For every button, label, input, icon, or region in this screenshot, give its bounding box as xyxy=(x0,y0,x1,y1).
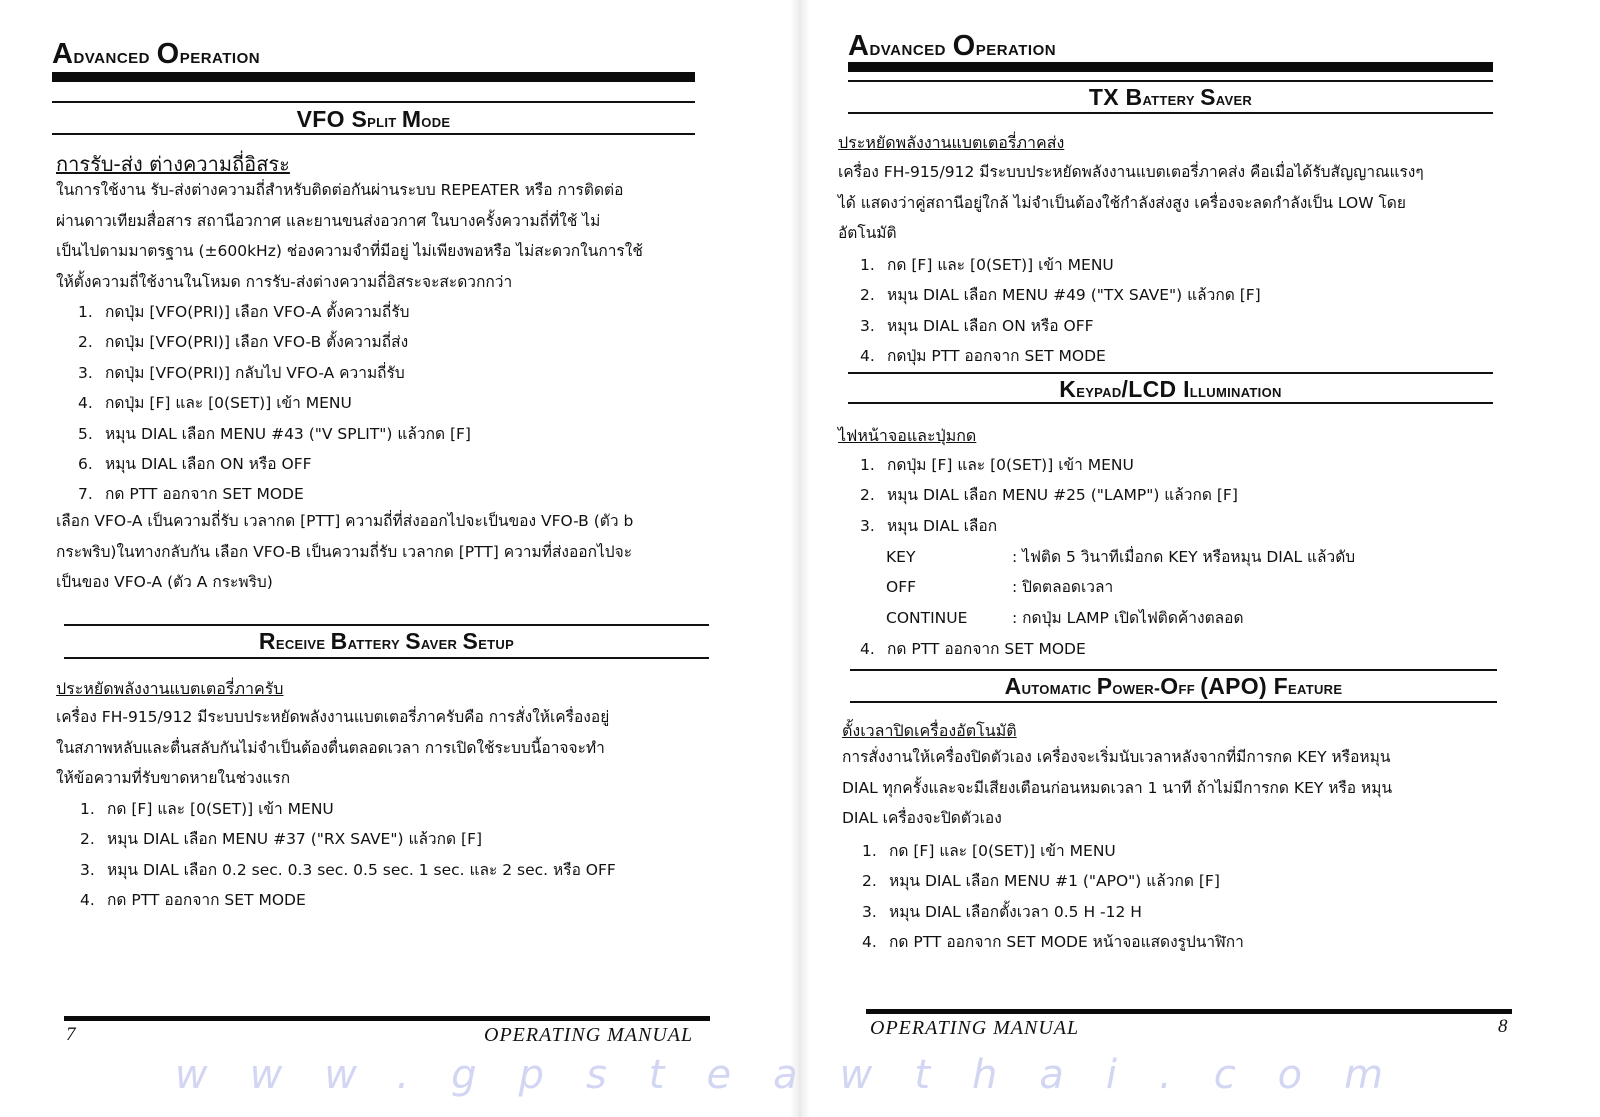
section-rule-bottom xyxy=(848,112,1493,114)
page-number: 8 xyxy=(1498,1016,1508,1037)
book-spine xyxy=(790,0,810,1117)
page-heading: Advanced Operation xyxy=(848,30,1057,62)
section-rule-top xyxy=(848,80,1493,82)
list-item: 4. กด PTT ออกจาก SET MODE หน้าจอแสดงรูปนาฬิกา xyxy=(862,933,1244,952)
section-rule-bottom xyxy=(848,402,1493,404)
footer-bar xyxy=(866,1009,1512,1014)
list-item: 4. กดปุ่ม [F] และ [0(SET)] เข้า MENU xyxy=(78,394,352,413)
section-title-tx-saver: TX Battery Saver xyxy=(1088,84,1253,110)
list-item: 1. กดปุ่ม [VFO(PRI)] เลือก VFO-A ตั้งความถี่รับ xyxy=(78,303,410,321)
step-list-lamp-final xyxy=(860,634,1086,664)
page-heading: Advanced Operation xyxy=(52,38,261,70)
section-rule-top xyxy=(850,669,1497,671)
section-title-vfo-split: VFO Split Mode xyxy=(296,106,451,132)
heading-bar xyxy=(848,62,1493,72)
subheading-rx-saver: ประหยัดพลังงานแบตเตอรี่ภาครับ xyxy=(56,679,284,698)
footer-manual-title: OPERATING MANUAL xyxy=(484,1024,694,1046)
list-item: 2. หมุน DIAL เลือก MENU #49 ("TX SAVE") แล้วกด [F] xyxy=(860,286,1261,305)
footer-manual-title: OPERATING MANUAL xyxy=(870,1017,1080,1039)
step-list-vfo-split xyxy=(78,297,471,510)
paragraph-apo-intro: การสั่งงานให้เครื่องปิดตัวเอง เครื่องจะเริ่มนับเวลาหลังจากที่มีการกด KEY หรือหมุน DIAL ทุกครั้งและจะมีเสียงเตือนก่อนหมดเวลา 1 นาที ถ้าไม่มีการกด KEY หรือ หมุน DIAL เครื่องจะปิดตัวเอง xyxy=(842,748,1393,827)
section-rule-bottom xyxy=(850,701,1497,703)
lamp-options xyxy=(886,542,1355,633)
watermark-text: www.gpsteawthai.com xyxy=(174,1052,1426,1098)
option-row: CONTINUE : กดปุ่ม LAMP เปิดไฟติดค้างตลอด xyxy=(886,608,1244,627)
list-item: 5. หมุน DIAL เลือก MENU #43 ("V SPLIT") แล้วกด [F] xyxy=(78,424,471,443)
section-title-lamp: Keypad/LCD Illumination xyxy=(1059,376,1282,402)
page-number: 7 xyxy=(66,1024,76,1045)
left-page xyxy=(0,0,790,1117)
list-item: 3. หมุน DIAL เลือก xyxy=(860,516,998,535)
subheading-tx-saver: ประหยัดพลังงานแบตเตอรี่ภาคส่ง xyxy=(838,133,1065,152)
step-list-rx-saver xyxy=(80,794,616,916)
paragraph-tx-intro: เครื่อง FH-915/912 มีระบบประหยัดพลังงานแบตเตอรี่ภาคส่ง คือเมื่อได้รับสัญญาณแรงๆ ได้ แสดงว่าคู่สถานีอยู่ใกล้ ไม่จำเป็นต้องใช้กำลังส่งสูง เครื่องจะลดกำลังเป็น LOW โดย อัตโนมัติ xyxy=(838,163,1424,242)
section-rule-top xyxy=(52,101,695,103)
subheading-lamp: ไฟหน้าจอและปุ่มกด xyxy=(838,426,977,445)
footer-bar xyxy=(64,1016,710,1021)
option-row: OFF : ปิดตลอดเวลา xyxy=(886,578,1114,597)
paragraph-vfo-intro: ในการใช้งาน รับ-ส่งต่างความถี่สำหรับติดต่อกันผ่านระบบ REPEATER หรือ การติดต่อ ผ่านดาวเทียมสื่อสาร สถานีอวกาศ และยานขนส่งอวกาศ ในบางครั้งความถี่ที่ใช้ ไม่ เป็นไปตามมาตรฐาน (±600kHz) ช่องความจำที่มีอยู่ ไม่เพียงพอหรือ ไม่สะดวกในการใช้ ให้ตั้งความถี่ใช้งานในโหมด การรับ-ส่งต่างความถี่อิสระจะสะดวกกว่า xyxy=(56,181,643,291)
list-item: 2. หมุน DIAL เลือก MENU #1 ("APO") แล้วกด [F] xyxy=(862,872,1220,891)
list-item: 2. หมุน DIAL เลือก MENU #25 ("LAMP") แล้วกด [F] xyxy=(860,486,1238,505)
section-rule-top xyxy=(64,624,709,626)
list-item: 1. กด [F] และ [0(SET)] เข้า MENU xyxy=(80,800,334,818)
paragraph-vfo-outro: เลือก VFO-A เป็นความถี่รับ เวลากด [PTT] ความถี่ที่ส่งออกไปจะเป็นของ VFO-B (ตัว b กระพริบ)ในทางกลับกัน เลือก VFO-B เป็นความถี่รับ เวลากด [PTT] ความที่ส่งออกไปจะ เป็นของ VFO-A (ตัว A กระพริบ) xyxy=(56,512,634,591)
list-item: 7. กด PTT ออกจาก SET MODE xyxy=(78,485,304,504)
step-list-apo xyxy=(862,836,1244,958)
list-item: 3. หมุน DIAL เลือกตั้งเวลา 0.5 H -12 H xyxy=(862,902,1142,921)
list-item: 1. กดปุ่ม [F] และ [0(SET)] เข้า MENU xyxy=(860,456,1134,474)
list-item: 2. หมุน DIAL เลือก MENU #37 ("RX SAVE") แล้วกด [F] xyxy=(80,830,483,849)
list-item: 3. กดปุ่ม [VFO(PRI)] กลับไป VFO-A ความถี่รับ xyxy=(78,363,405,382)
list-item: 3. หมุน DIAL เลือก ON หรือ OFF xyxy=(860,316,1094,335)
option-row: KEY : ไฟติด 5 วินาทีเมื่อกด KEY หรือหมุน DIAL แล้วดับ xyxy=(886,548,1356,566)
right-page xyxy=(810,0,1600,1117)
step-list-tx-saver xyxy=(860,250,1261,372)
list-item: 6. หมุน DIAL เลือก ON หรือ OFF xyxy=(78,455,312,474)
step-list-lamp xyxy=(860,450,1238,541)
heading-bar xyxy=(52,72,695,82)
list-item: 3. หมุน DIAL เลือก 0.2 sec. 0.3 sec. 0.5 sec. 1 sec. และ 2 sec. หรือ OFF xyxy=(80,860,616,879)
section-title-rx-saver: Receive Battery Saver Setup xyxy=(258,628,515,654)
section-rule-bottom xyxy=(52,133,695,135)
list-item: 4. กด PTT ออกจาก SET MODE xyxy=(860,640,1086,658)
subheading-vfo-split: การรับ-ส่ง ต่างความถี่อิสระ xyxy=(56,152,290,176)
list-item: 1. กด [F] และ [0(SET)] เข้า MENU xyxy=(860,256,1114,274)
list-item: 1. กด [F] และ [0(SET)] เข้า MENU xyxy=(862,842,1116,860)
list-item: 4. กด PTT ออกจาก SET MODE xyxy=(80,891,306,910)
list-item: 2. กดปุ่ม [VFO(PRI)] เลือก VFO-B ตั้งความถี่ส่ง xyxy=(78,333,409,352)
paragraph-rx-intro: เครื่อง FH-915/912 มีระบบประหยัดพลังงานแบตเตอรี่ภาครับคือ การสั่งให้เครื่องอยู่ ในสภาพหลับและตื่นสลับกันไม่จำเป็นต้องตื่นตลอดเวลา การเปิดใช้ระบบนี้อาจจะทำ ให้ข้อความที่รับขาดหายในช่วงแรก xyxy=(56,708,610,787)
subheading-apo: ตั้งเวลาปิดเครื่องอัตโนมัติ xyxy=(842,721,1017,740)
list-item: 4. กดปุ่ม PTT ออกจาก SET MODE xyxy=(860,347,1106,366)
section-title-apo: Automatic Power-Off (APO) Feature xyxy=(1004,673,1343,699)
section-rule-bottom xyxy=(64,657,709,659)
section-rule-top xyxy=(848,372,1493,374)
